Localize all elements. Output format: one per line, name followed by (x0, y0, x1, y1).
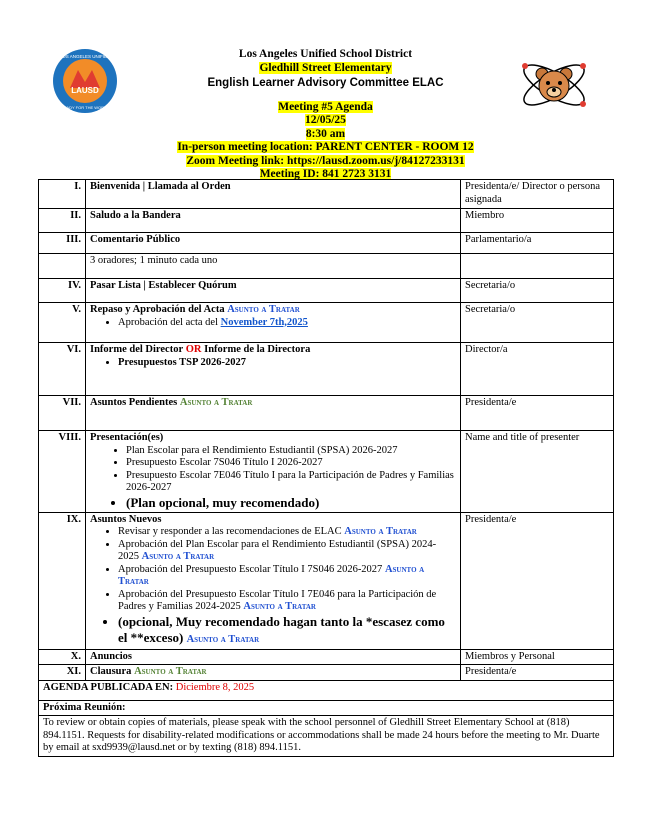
next-meeting-row (39, 700, 614, 716)
agenda-row-ix (39, 512, 614, 649)
item-number: VIII. (39, 431, 86, 513)
minutes-link[interactable]: November 7th,2025 (220, 316, 308, 328)
agenda-row-ii (39, 209, 614, 233)
agenda-row-iii (39, 233, 614, 254)
agenda-row-i (39, 180, 614, 209)
agenda-row-iii-note (39, 254, 614, 279)
action-tag: Asunto a Tratar (134, 666, 207, 677)
published-label: AGENDA PUBLICADA EN: (43, 681, 174, 693)
agenda-table (38, 179, 614, 757)
list-item: • Aprobación del Plan Escolar para el Rendimiento Estudiantil (SPSA) 2024-2025 Asunto a Tratar (118, 539, 456, 564)
published-row (39, 680, 614, 700)
agenda-row-vii (39, 396, 614, 431)
agenda-row-vi (39, 343, 614, 396)
item-number: VI. (39, 343, 86, 396)
item-role: Secretaria/o (461, 279, 614, 303)
item-number: VII. (39, 396, 86, 431)
item-number: I. (39, 180, 86, 209)
item-role: Presidenta/e (461, 396, 614, 431)
agenda-row-iv (39, 279, 614, 303)
item-title: Pasar Lista | Establecer Quórum (86, 279, 461, 303)
item-number: IX. (39, 512, 86, 649)
item-title: Asuntos Nuevos (90, 513, 162, 525)
svg-text:LAUSD: LAUSD (71, 86, 99, 95)
footer-row (39, 716, 614, 757)
item-role: Secretaria/o (461, 303, 614, 343)
next-meeting-label: Próxima Reunión: (39, 700, 614, 716)
agenda-row-x (39, 649, 614, 665)
list-item: • Aprobación del acta del November 7th,2025 (118, 317, 456, 330)
agenda-row-viii (39, 431, 614, 513)
item-number: V. (39, 303, 86, 343)
school-name: Gledhill Street Elementary (259, 61, 392, 74)
item-role: Presidenta/e (461, 512, 614, 649)
item-title: Clausura (90, 666, 132, 677)
svg-text:READY FOR THE WORLD: READY FOR THE WORLD (60, 105, 110, 110)
meeting-time: 8:30 am (305, 127, 346, 140)
list-item: • Presupuesto Escolar 7S046 Título I 2026-2027 (126, 457, 456, 470)
item-title: Anuncios (86, 649, 461, 665)
list-item: • Presupuesto Escolar 7E046 Título I para la Participación de Padres y Familias 2026-2027 (126, 470, 456, 495)
item-role: Presidenta/e (461, 665, 614, 681)
meeting-number: Meeting #5 Agenda (278, 100, 373, 113)
list-item: • Plan Escolar para el Rendimiento Estudiantil (SPSA) 2026-2027 (126, 445, 456, 458)
svg-text:LOS ANGELES UNIFIED: LOS ANGELES UNIFIED (59, 54, 111, 59)
meeting-location: In-person meeting location: PARENT CENTER - ROOM 12 (177, 141, 474, 153)
district-name: Los Angeles Unified School District (238, 48, 413, 60)
meeting-id: Meeting ID: 841 2723 3131 (259, 168, 392, 180)
item-number: III. (39, 233, 86, 254)
item-number: IV. (39, 279, 86, 303)
item-role: Name and title of presenter (461, 431, 614, 513)
list-item: • Aprobación del Presupuesto Escolar Título I 7E046 para la Participación de Padres y Familias 2024-2025 Asunto a Tratar (118, 589, 456, 614)
zoom-link[interactable]: Zoom Meeting link: https://lausd.zoom.us/j/84127233131 (186, 154, 465, 167)
list-item: • Aprobación del Presupuesto Escolar Título I 7S046 2026-2027 Asunto a Tratar (118, 564, 456, 589)
item-title: Asuntos Pendientes (90, 397, 178, 408)
item-title-alt: Informe de la Directora (204, 344, 311, 355)
action-tag: Asunto a Tratar (179, 397, 253, 408)
list-item: • Revisar y responder a las recomendaciones de ELAC Asunto a Tratar (118, 526, 456, 539)
published-date: Diciembre 8, 2025 (175, 681, 255, 693)
item-role: Miembros y Personal (461, 649, 614, 665)
meeting-date: 12/05/25 (305, 114, 346, 126)
action-tag: Asunto a Tratar (227, 304, 300, 315)
item-role: Parlamentario/a (461, 233, 614, 254)
item-title: Bienvenida | Llamada al Orden (86, 180, 461, 209)
footer-notice: To review or obtain copies of materials, please speak with the school personnel of Gledhill Street Elementary School at (818) 894.1151. Requests for disability-related modifications or accommodations shall be made 24 hours before the meeting to Mr. Duarte by email at sxd9939@lausd.net or by texting (818) 894.1151. (39, 716, 614, 757)
committee-name: English Learner Advisory Committee ELAC (207, 77, 444, 89)
item-role: Presidenta/e/ Director o persona asignada (461, 180, 614, 209)
list-item: • Presupuestos TSP 2026-2027 (118, 357, 456, 370)
item-number: X. (39, 649, 86, 665)
document-header (0, 48, 651, 182)
item-title: Comentario Público (86, 233, 461, 254)
item-title: Informe del Director (90, 344, 184, 355)
item-note: 3 oradores; 1 minuto cada uno (86, 254, 461, 279)
list-item-optional: • (opcional, Muy recomendado hagan tanto la *escasez como el **exceso) Asunto a Tratar (118, 614, 456, 648)
item-title: Saludo a la Bandera (86, 209, 461, 233)
item-number: II. (39, 209, 86, 233)
list-item-optional: • (Plan opcional, muy recomendado) (126, 495, 456, 511)
item-title: Presentación(es) (90, 432, 164, 443)
agenda-row-v (39, 303, 614, 343)
item-title: Repaso y Aprobación del Acta (90, 304, 225, 315)
item-number: XI. (39, 665, 86, 681)
agenda-row-xi (39, 665, 614, 681)
item-role: Director/a (461, 343, 614, 396)
or-label: OR (185, 344, 202, 355)
item-role: Miembro (461, 209, 614, 233)
